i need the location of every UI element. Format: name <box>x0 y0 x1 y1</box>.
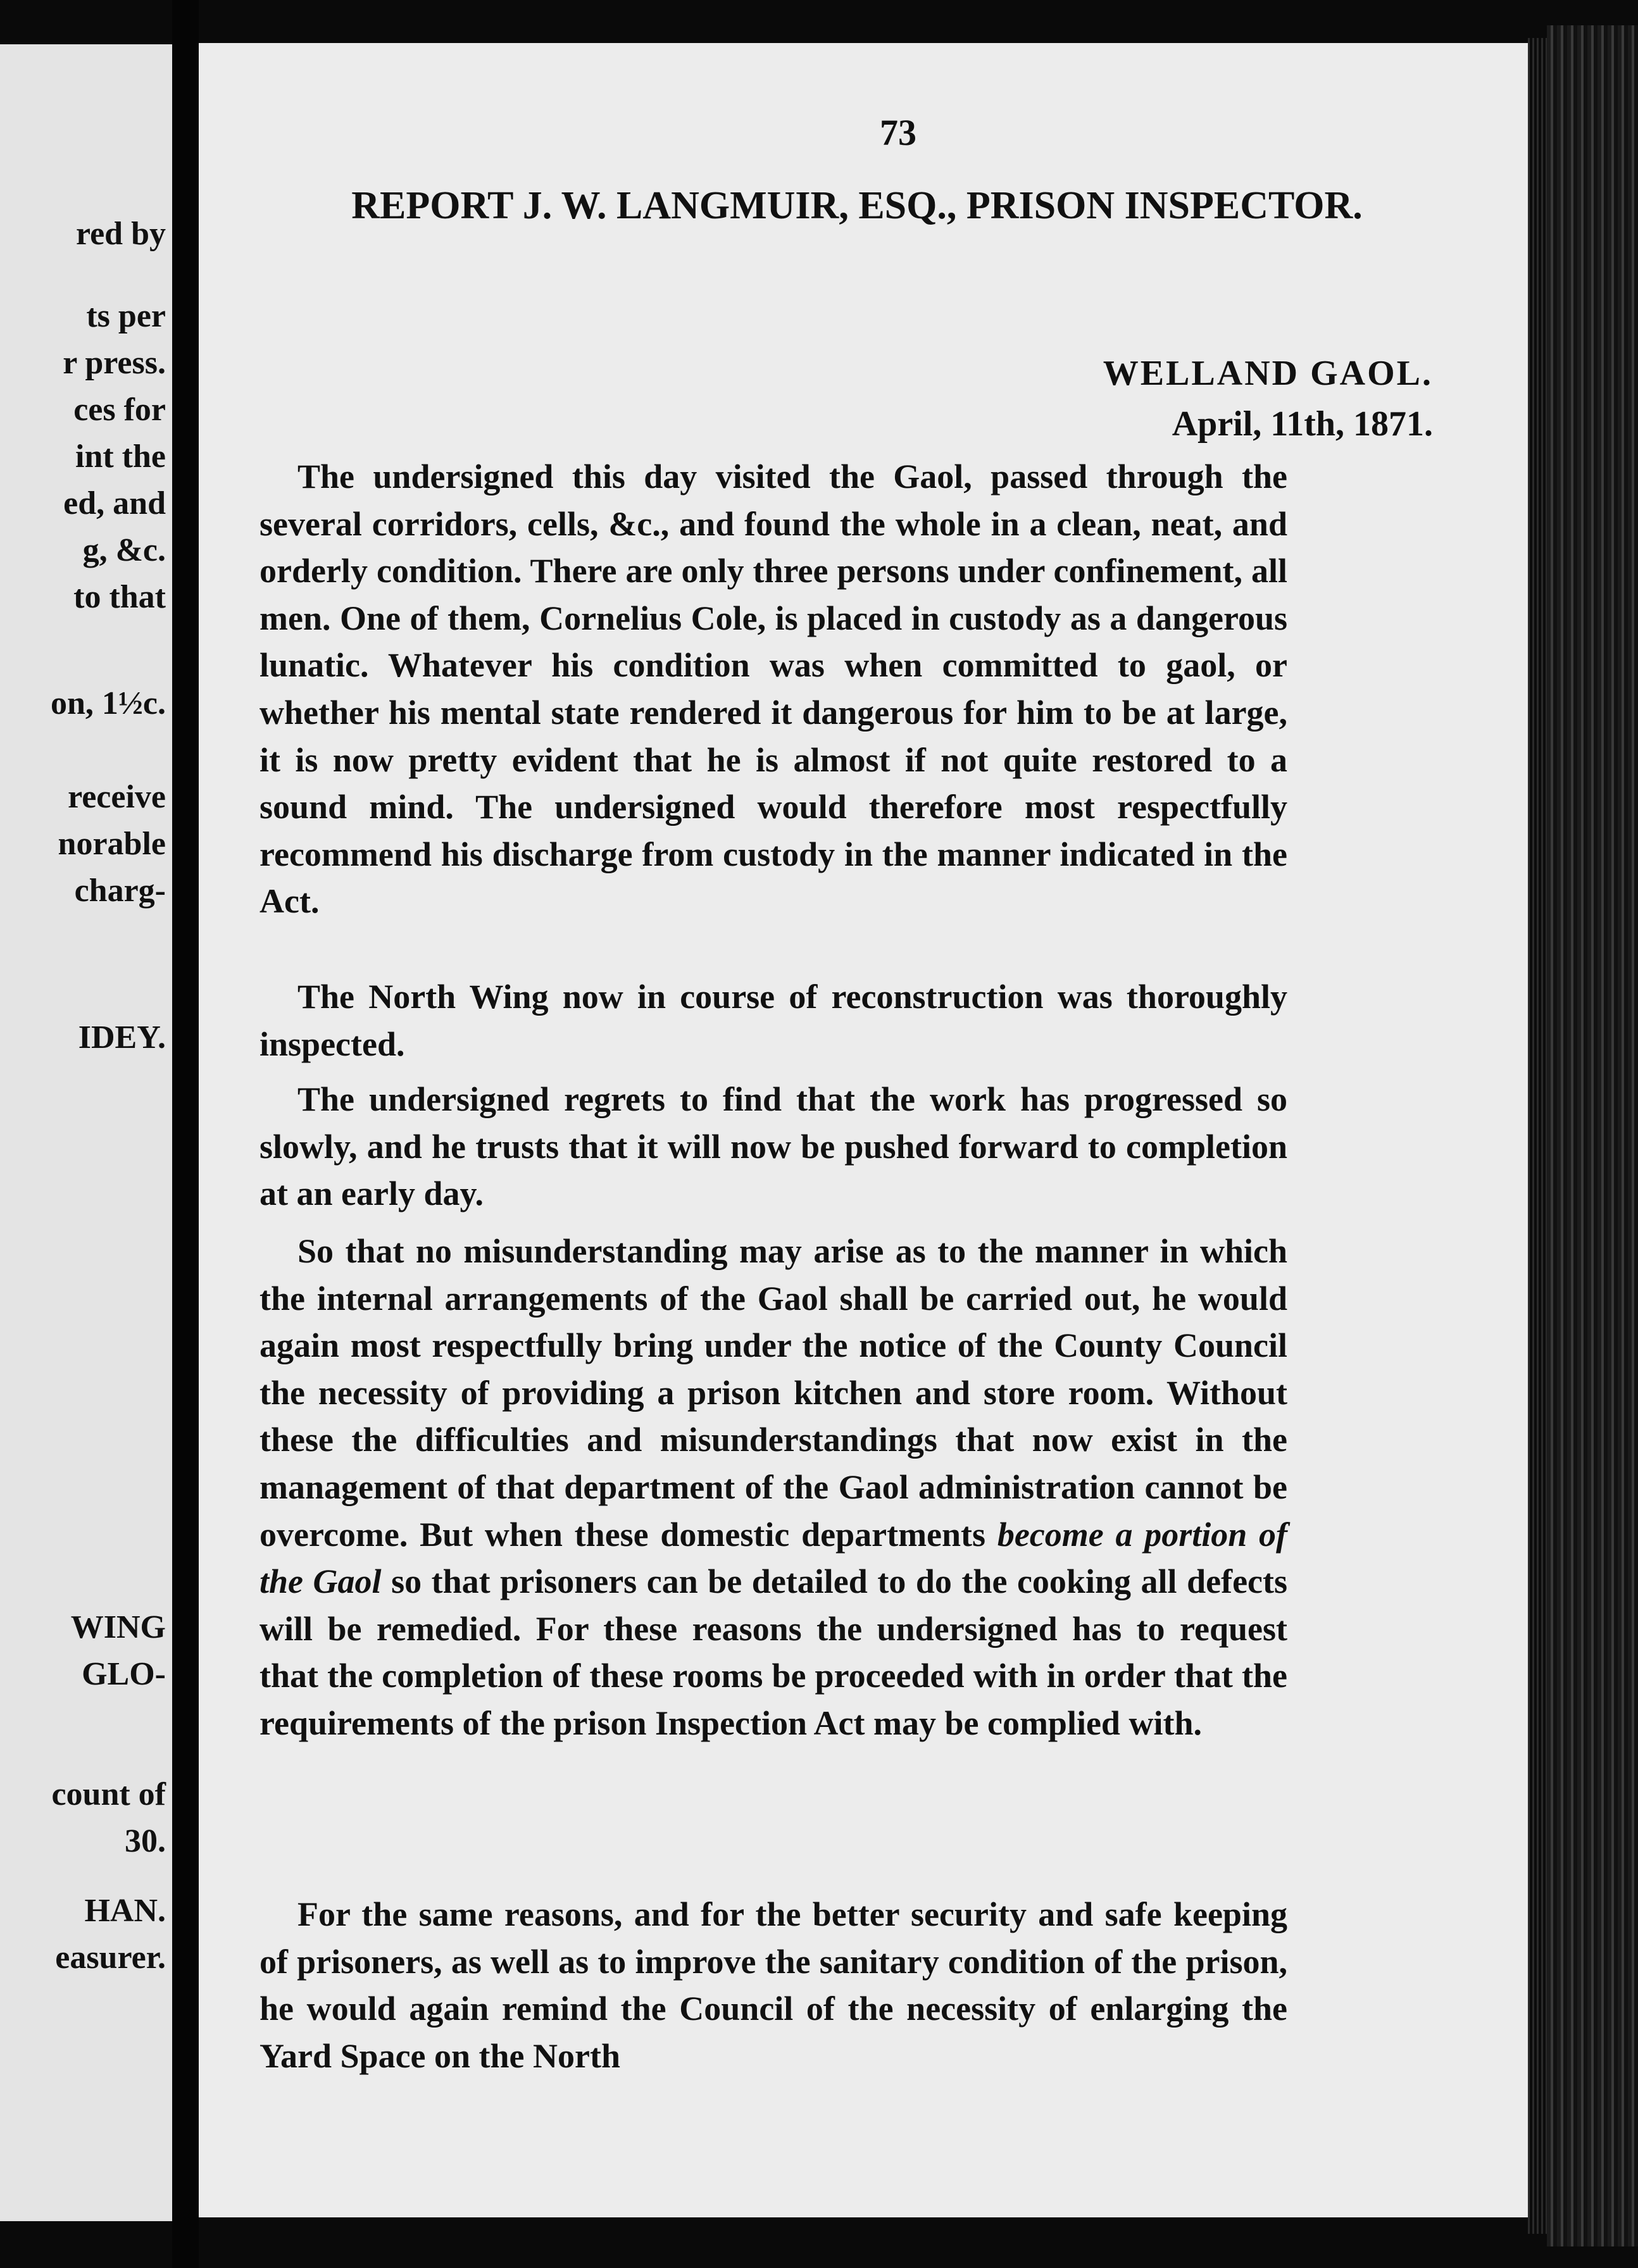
left-line: receive <box>68 779 166 815</box>
left-line: red by <box>75 216 166 252</box>
previous-page-fragment <box>0 44 172 2221</box>
italic-phrase: become a portion of the Gaol <box>259 1515 1287 1601</box>
left-line: easurer. <box>55 1940 166 1976</box>
left-line: ts per <box>86 298 166 334</box>
page-number: 73 <box>880 112 916 153</box>
report-date: April, 11th, 1871. <box>1172 404 1433 444</box>
book-page <box>199 43 1528 2217</box>
paragraph-text: so that prisoners can be detailed to do the cooking all defects will be remedied. For these reasons the undersigned has to request that the completion of these rooms be proceeded with in order that the requirements of the prison Inspection Act may be complied with. <box>259 1562 1287 1742</box>
left-line: norable <box>58 826 166 862</box>
left-line: charg- <box>74 873 166 909</box>
paragraph: For the same reasons, and for the better security and safe keeping of prisoners, as well as to improve the sanitary condition of the prison, he would again remind the Council of the necessity of enlarging the Yard Space on the North <box>259 1895 1287 2075</box>
left-line: r press. <box>63 345 166 381</box>
report-title: REPORT J. W. LANGMUIR, ESQ., PRISON INSPECTOR. <box>351 184 1363 227</box>
paragraph <box>259 1228 1287 1747</box>
paragraph: The undersigned regrets to find that the work has progressed so slowly, and he trusts that it will now be pushed forward to completion at an early day. <box>259 1080 1287 1213</box>
left-line: ces for <box>73 392 166 428</box>
report-place: WELLAND GAOL. <box>1103 354 1433 393</box>
left-line: to that <box>73 579 166 615</box>
paragraph: The undersigned this day visited the Gaol, passed through the several corridors, cells, &c., and found the whole in a clean, neat, and orderly condition. There are only three persons under confinement, all men. One of them, Cornelius Cole, is placed in custody as a dangerous lunatic. Whatever his condition was when committed to gaol, or whether his mental state rendered it dangerous for him to be at large, it is now pretty evident that he is almost if not quite restored to a sound mind. The undersigned would therefore most respectfully recommend his discharge from custody in the manner indicated in the Act. <box>259 458 1287 921</box>
left-line: on, 1½c. <box>51 685 166 721</box>
left-line: IDEY. <box>78 1019 166 1056</box>
left-line: GLO- <box>82 1656 166 1692</box>
book-gutter <box>172 0 199 2268</box>
left-line: 30. <box>125 1823 166 1859</box>
left-line: WING <box>70 1609 166 1645</box>
left-line: ed, and <box>63 485 166 521</box>
paragraph: The North Wing now in course of reconstruction was thoroughly inspected. <box>259 978 1287 1063</box>
paragraph-text: So that no misunderstanding may arise as to the manner in which the internal arrangements of the Gaol shall be carried out, he would again most respectfully bring under the notice of the County Council the necessity of providing a prison kitchen and store room. Without these the difficulties and misunderstandings that now exist in the management of that department of the Gaol administration cannot be overcome. But when these domestic departments <box>259 1232 1287 1554</box>
left-line: g, &c. <box>82 532 166 568</box>
left-line: HAN. <box>84 1893 166 1929</box>
page-edge <box>1528 38 1547 2234</box>
left-line: count of <box>51 1776 166 1812</box>
left-line: int the <box>75 439 166 475</box>
book-edge-strip <box>1547 25 1638 2246</box>
